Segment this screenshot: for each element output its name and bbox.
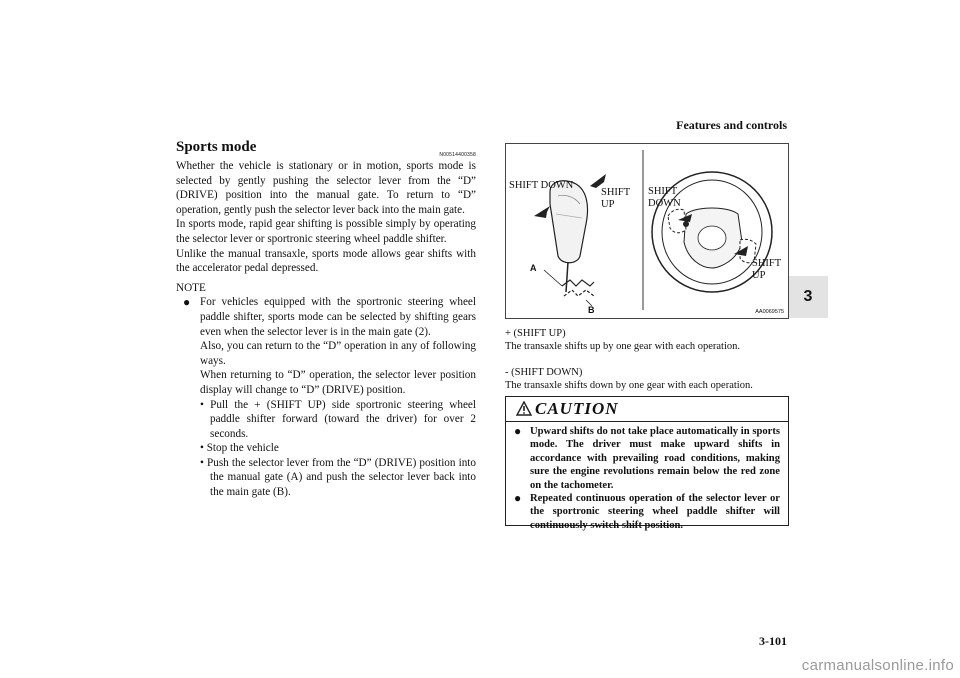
caution-item [514,425,780,492]
caution-title: CAUTION [535,399,619,418]
caution-text-1: Upward shifts do not take place automatically in sports mode. The driver must make upward shifts in accordance with prevailing road conditions, making sure the engine revolutions remain below the red zone on the tachometer. [530,426,780,491]
paragraph-3: Unlike the manual transaxle, sports mode allows gear shifts with the accelerator pedal depressed. [176,247,476,275]
caution-text-2: Repeated continuous operation of the selector lever or the sportronic steering wheel paddle shifter will continuously switch shift position. [530,493,780,531]
caution-body [506,422,788,532]
bullet-icon: ● [514,424,522,438]
left-column [176,138,476,500]
caution-box [505,396,789,531]
warning-triangle-icon [516,401,532,416]
note-text-1: For vehicles equipped with the sportronic steering wheel paddle shifter, sports mode can be selected by shifting gears even when the selector lever is in the main gate (2). [200,296,476,338]
chapter-tab[interactable]: 3 [788,276,828,318]
note-block [176,295,476,499]
reference-code: N00514400358 [439,152,476,158]
gate-label-a: A [530,263,537,273]
note-text-3: When returning to “D” operation, the selector lever position display will change to “D” (DRIVE) position. [200,369,476,396]
note-sub-item: • Stop the vehicle [200,442,279,455]
note-label: NOTE [176,281,206,294]
shift-down-description: The transaxle shifts down by one gear with each operation. [505,380,753,391]
page-number: 3-101 [759,634,787,648]
paragraph-2: In sports mode, rapid gear shifting is possible simply by operating the selector lever or sportronic steering wheel paddle shifter. [176,218,476,245]
bullet-icon: ● [183,295,191,310]
bullet-icon: ● [514,491,522,506]
section-title: Sports mode [176,139,257,155]
gate-label-b: B [588,305,595,315]
figure-code: AA0069575 [755,309,784,315]
shift-up-description: The transaxle shifts up by one gear with each operation. [505,341,741,352]
note-text-2: Also, you can return to the “D” operation in any of following ways. [200,340,476,367]
shifter-drawing [506,144,788,318]
note-sub-item: • Pull the + (SHIFT UP) side sportronic steering wheel paddle shifter forward (toward the driver) for over 2 seconds. [200,398,476,440]
paragraph-1: Whether the vehicle is stationary or in motion, sports mode is selected by gently pushing the selector lever from the “D” (DRIVE) position into the manual gate. To return to “D” operation, gently push the selector lever back into the main gate. [176,160,476,216]
caution-item [514,492,780,532]
shift-up-label-wheel: SHIFT UP [752,258,781,281]
shift-down-heading: - (SHIFT DOWN) [505,367,583,378]
note-sub-item: • Push the selector lever from the “D” (DRIVE) position into the manual gate (A) and push the selector lever back into the main gate (B). [200,456,476,499]
shift-up-label-lever: SHIFT UP [601,187,630,210]
shift-down-label-lever: SHIFT DOWN [509,180,574,191]
shift-down-label-wheel: SHIFT DOWN [648,186,681,209]
caution-header [506,397,788,422]
shift-up-heading: + (SHIFT UP) [505,328,566,339]
watermark: carmanualsonline.info [801,657,954,674]
section-header: Features and controls [676,118,787,132]
shifter-illustration [505,143,789,319]
